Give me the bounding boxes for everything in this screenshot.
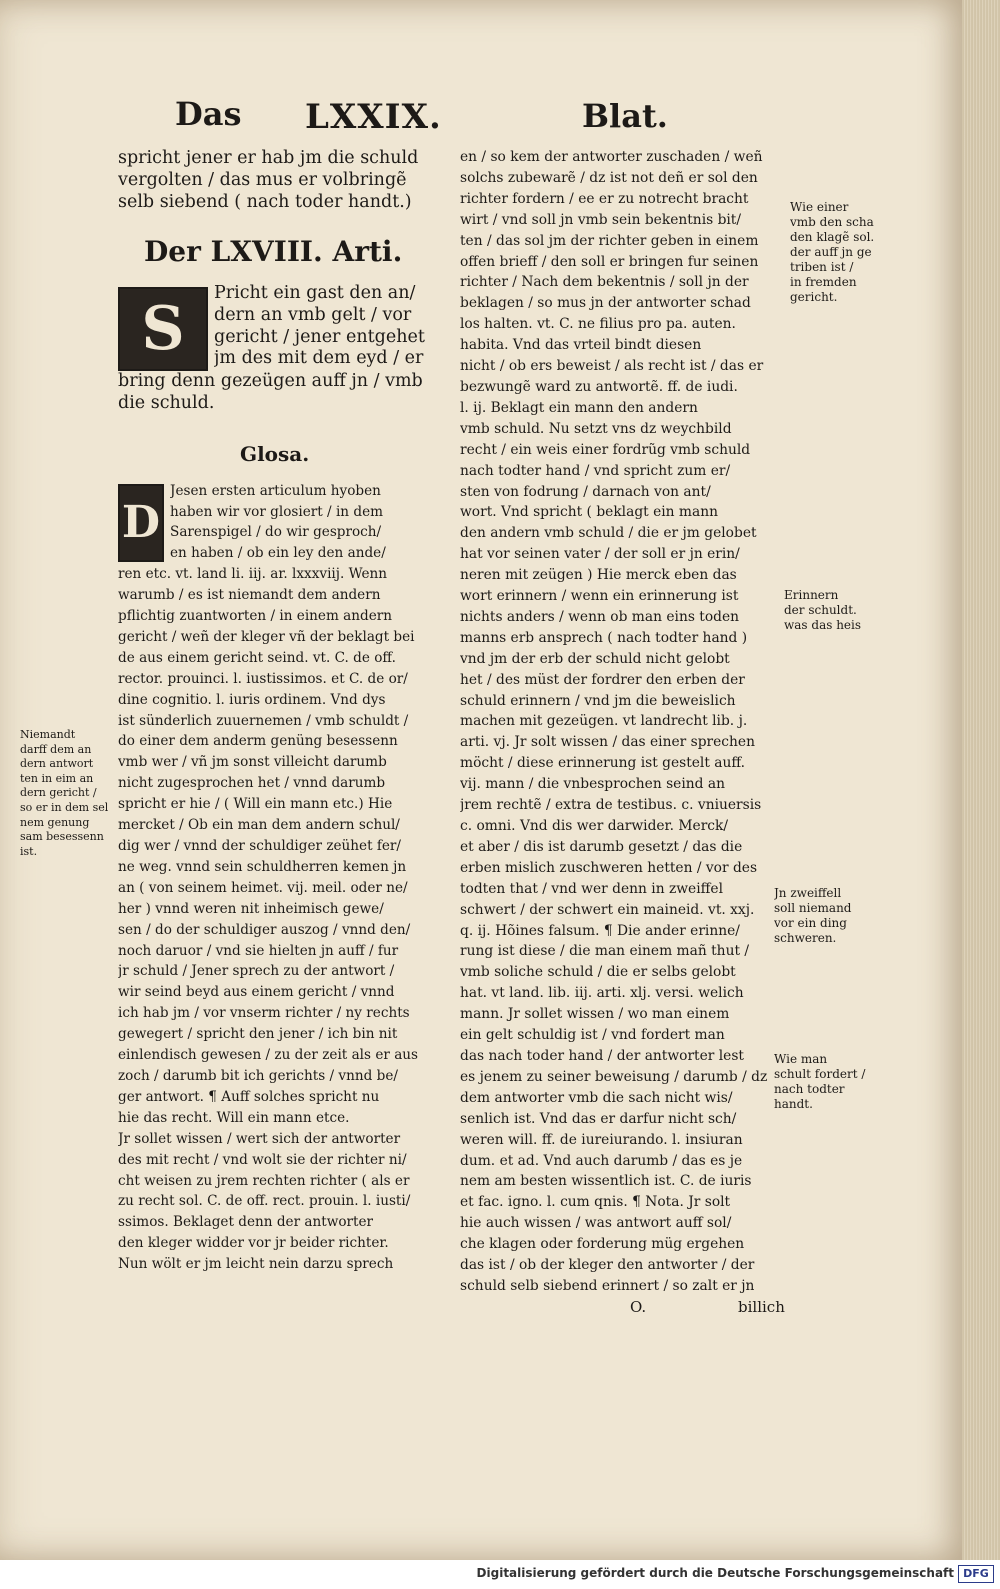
text-line: et aber / dis ist darumb gesetzt / das die (460, 838, 743, 855)
note-line: schweren. (774, 931, 837, 945)
note-line: handt. (774, 1097, 813, 1111)
text-line: offen brieff / den soll er bringen fur seinen (460, 253, 759, 270)
text-line: die schuld. (118, 392, 215, 413)
note-line: soll niemand (774, 901, 852, 915)
text-line: vmb soliche schuld / die er selbs gelobt (460, 964, 736, 981)
text-line: hie das recht. Will ein mann etce. (118, 1109, 350, 1126)
text-line: dern an vmb gelt / vor (214, 304, 412, 325)
signature-mark: O. (630, 1297, 647, 1316)
note-line: was das heis (784, 618, 862, 632)
text-line: en haben / ob ein ley den ande/ (170, 545, 386, 562)
text-line: vnd jm der erb der schuld nicht gelobt (460, 650, 730, 667)
text-line: ssimos. Beklaget denn der antworter (118, 1214, 374, 1231)
text-line: vij. mann / die vnbesprochen seind an (460, 776, 725, 793)
text-line: Sarenspigel / do wir gesproch/ (170, 524, 382, 541)
note-line: Wie man (774, 1052, 828, 1066)
text-line: de aus einem gericht seind. vt. C. de off. (118, 649, 396, 666)
text-line: rung ist diese / die man einem mañ thut / (460, 943, 750, 960)
text-line: pflichtig zuantworten / in einem andern (118, 608, 393, 625)
article-heading: Der LXVIII. Arti. (144, 235, 403, 268)
note-line: gericht. (790, 290, 838, 304)
margin-note-left (20, 728, 112, 859)
text-line: vmb schuld. Nu setzt vns dz weychbild (460, 420, 732, 437)
text-line: q. ij. Hõines falsum. ¶ Die ander erinne/ (460, 922, 740, 939)
text-line: es jenem zu seiner beweisung / darumb / dz (460, 1068, 768, 1085)
text-line: des mit recht / vnd wolt sie der richter ni/ (118, 1151, 407, 1168)
text-line: ich hab jm / vor vnserm richter / ny rechts (118, 1005, 410, 1022)
text-line: schuld selb siebend erinnert / so zalt er jn (460, 1277, 755, 1294)
article-text (118, 283, 438, 415)
glosa-initial: D (118, 484, 164, 562)
header-folio: LXXIX. (305, 97, 442, 137)
text-line: schuld erinnern / vnd jm die beweislich (460, 692, 736, 709)
margin-note-right-4 (774, 1052, 884, 1112)
text-line: rector. prouinci. l. iustissimos. et C. de or/ (118, 670, 408, 687)
text-line: nicht / ob ers beweist / als recht ist / das er (460, 358, 764, 375)
note-line: triben ist / (790, 260, 854, 274)
text-line: sen / do der schuldiger auszog / vnnd den/ (118, 921, 411, 938)
running-header (0, 95, 968, 145)
text-line: recht / ein weis einer fordrũg vmb schuld (460, 441, 751, 458)
text-line: hie auch wissen / was antwort auff sol/ (460, 1215, 732, 1232)
text-line: arti. vj. Jr solt wissen / das einer sprechen (460, 734, 755, 751)
text-line: ne weg. vnnd sein schuldherren kemen jn (118, 858, 407, 875)
text-line: her ) vnnd weren nit inheimisch gewe/ (118, 900, 384, 917)
right-column (460, 147, 785, 1319)
text-line: jrem rechtẽ / extra de testibus. c. vniuersis (460, 797, 762, 814)
note-line: darff dem an (20, 742, 92, 756)
note-line: Erinnern (784, 588, 839, 602)
note-line: dern antwort (20, 757, 94, 771)
text-line: richter / Nach dem bekentnis / soll jn der (460, 274, 749, 291)
note-line: sam besessenn (20, 830, 104, 844)
catchword: billich (738, 1297, 785, 1316)
text-line: bring denn gezeügen auff jn / vmb (118, 371, 423, 391)
note-line: schult fordert / (774, 1067, 866, 1081)
page-footer-line (460, 1297, 785, 1319)
text-line: das nach toder hand / der antworter lest (460, 1047, 744, 1064)
text-line: het / des müst der fordrer den erben der (460, 671, 745, 688)
text-line: Jesen ersten articulum hyoben (170, 482, 381, 499)
left-column (118, 147, 438, 1275)
text-line: haben wir vor glosiert / in dem (170, 503, 384, 520)
text-line: c. omni. Vnd dis wer darwider. Merck/ (460, 818, 729, 834)
text-line: l. ij. Beklagt ein mann den andern (460, 399, 698, 416)
text-line: jr schuld / Jener sprech zu der antwort / (118, 963, 395, 980)
text-line: mann. Jr sollet wissen / wo man einem (460, 1006, 730, 1023)
text-line: habita. Vnd das vrteil bindt diesen (460, 337, 702, 354)
text-line: jm des mit dem eyd / er (214, 348, 424, 369)
dfg-logo: DFG (958, 1565, 994, 1583)
text-line: ger antwort. ¶ Auff solches spricht nu (118, 1088, 380, 1105)
text-line: do einer dem anderm genüng besessenn (118, 733, 398, 750)
note-line: den klagẽ sol. (790, 230, 875, 244)
text-line: spricht er hie / ( Will ein mann etc.) Hie (118, 796, 393, 813)
text-line: ist sünderlich zuuernemen / vmb schuldt / (118, 712, 409, 729)
note-line: in fremden (790, 275, 857, 289)
text-line: spricht jener er hab jm die schuld (118, 148, 419, 168)
text-line: wir seind beyd aus einem gericht / vnnd (118, 984, 395, 1001)
text-line: che klagen oder forderung müg ergehen (460, 1236, 745, 1253)
note-line: vor ein ding (774, 916, 847, 930)
note-line: vmb den scha (790, 215, 874, 229)
text-line: machen mit gezeügen. vt landrecht lib. j. (460, 713, 748, 730)
note-line: ten in eim an (20, 771, 94, 785)
note-line: Wie einer (790, 200, 849, 214)
decorated-initial: S (118, 287, 208, 371)
page-edges (962, 0, 1000, 1560)
text-line: neren mit zeügen ) Hie merck eben das (460, 567, 737, 584)
text-line: den andern vmb schuld / die er jm gelobet (460, 525, 757, 542)
note-line: Niemandt (20, 728, 76, 741)
text-line: senlich ist. Vnd das er darfur nicht sch/ (460, 1110, 737, 1127)
text-line: dem antworter vmb die sach nicht wis/ (460, 1089, 733, 1106)
text-line: et fac. igno. l. cum qnis. ¶ Nota. Jr solt (460, 1194, 731, 1211)
funding-credit: Digitalisierung gefördert durch die Deutsche Forschungsgemeinschaft (476, 1566, 954, 1580)
text-line: zu recht sol. C. de off. rect. prouin. l. iusti/ (118, 1193, 411, 1210)
text-line: cht weisen zu jrem rechten richter ( als er (118, 1172, 410, 1189)
text-line: ein gelt schuldig ist / vnd fordert man (460, 1027, 725, 1044)
text-line: noch daruor / vnd sie hielten jn auff / fur (118, 942, 399, 959)
text-line: schwert / der schwert ein maineid. vt. xxj. (460, 901, 755, 918)
note-line: nem genung (20, 815, 90, 829)
margin-note-right-3 (774, 886, 884, 946)
text-line: Jr sollet wissen / wert sich der antworter (118, 1130, 401, 1147)
text-line: hat vor seinen vater / der soll er jn erin/ (460, 546, 740, 563)
text-line: gericht / jener entgehet (214, 326, 425, 347)
text-line: an ( von seinem heimet. vij. meil. oder ne/ (118, 879, 408, 896)
text-line: nichts anders / wenn ob man eins toden (460, 608, 740, 625)
text-line: vmb wer / vñ jm sonst villeicht darumb (118, 754, 387, 771)
text-line: beklagen / so mus jn der antworter schad (460, 295, 751, 312)
text-line: weren will. ff. de iureiurando. l. insiuran (460, 1131, 743, 1148)
text-line: nach todter hand / vnd spricht zum er/ (460, 462, 731, 479)
text-line: bezwungẽ ward zu antwortẽ. ff. de iudi. (460, 378, 738, 395)
text-line: erben mislich zuschweren hetten / vor des (460, 859, 758, 876)
text-line: warumb / es ist niemandt dem andern (118, 587, 381, 604)
text-line: ren etc. vt. land li. iij. ar. lxxxviij. Wenn (118, 566, 388, 583)
text-line: solchs zubewarẽ / dz ist not deñ er sol den (460, 169, 758, 186)
text-line: gewegert / spricht den jener / ich bin nit (118, 1026, 398, 1043)
text-line: mercket / Ob ein man dem andern schul/ (118, 817, 400, 834)
note-line: Jn zweiffell (774, 886, 842, 900)
text-line: hat. vt land. lib. iij. arti. xlj. versi. welich (460, 985, 744, 1002)
note-line: ist. (20, 844, 38, 858)
text-line: manns erb ansprech ( nach todter hand ) (460, 629, 748, 646)
text-line: dum. et ad. Vnd auch darumb / das es je (460, 1152, 743, 1169)
text-line: wort. Vnd spricht ( beklagt ein mann (460, 504, 719, 521)
text-line: einlendisch gewesen / zu der zeit als er aus (118, 1047, 419, 1064)
note-line: nach todter (774, 1082, 845, 1096)
note-line: der auff jn ge (790, 245, 872, 259)
text-line: dig wer / vnnd der schuldiger zeühet fer/ (118, 838, 402, 854)
text-line: wirt / vnd soll jn vmb sein bekentnis bit/ (460, 211, 742, 228)
glosa-text (118, 481, 438, 1275)
text-line: nicht zugesprochen het / vnnd darumb (118, 775, 386, 792)
note-line: dern gericht / (20, 786, 97, 800)
margin-note-right-2 (784, 588, 894, 633)
text-line: dine cognitio. l. iuris ordinem. Vnd dys (118, 691, 386, 708)
text-line: wort erinnern / wenn ein erinnerung ist (460, 588, 739, 605)
text-line: nem am besten wissentlich ist. C. de iuris (460, 1173, 752, 1190)
text-line: Nun wölt er jm leicht nein darzu sprech (118, 1256, 394, 1273)
text-line: gericht / weñ der kleger vñ der beklagt bei (118, 628, 415, 645)
text-line: todten that / vnd wer denn in zweiffel (460, 880, 724, 897)
text-line: ten / das sol jm der richter geben in einem (460, 232, 759, 249)
margin-note-right-1 (790, 200, 890, 305)
text-line: los halten. vt. C. ne filius pro pa. auten. (460, 316, 736, 333)
digitization-footer (0, 1560, 1000, 1589)
header-right: Blat. (582, 97, 668, 135)
text-line: sten von fodrung / darnach von ant/ (460, 483, 711, 500)
header-left: Das (175, 95, 242, 133)
text-line: vergolten / das mus er volbringẽ (118, 170, 407, 190)
text-line: den kleger widder vor jr beider richter. (118, 1235, 389, 1252)
text-line: möcht / diese erinnerung ist gestelt auff. (460, 755, 746, 772)
glosa-heading: Glosa. (240, 441, 310, 466)
text-line: zoch / darumb bit ich gerichts / vnnd be/ (118, 1067, 398, 1084)
note-line: so er in dem sel (20, 800, 109, 814)
text-line: das ist / ob der kleger den antworter / der (460, 1257, 755, 1274)
text-line: richter fordern / ee er zu notrecht bracht (460, 190, 749, 207)
text-line: en / so kem der antworter zuschaden / weñ (460, 149, 763, 165)
text-line: Pricht ein gast den an/ (214, 283, 416, 303)
note-line: der schuldt. (784, 603, 857, 617)
left-top-lines (118, 147, 438, 213)
text-line: selb siebend ( nach toder handt.) (118, 192, 412, 212)
